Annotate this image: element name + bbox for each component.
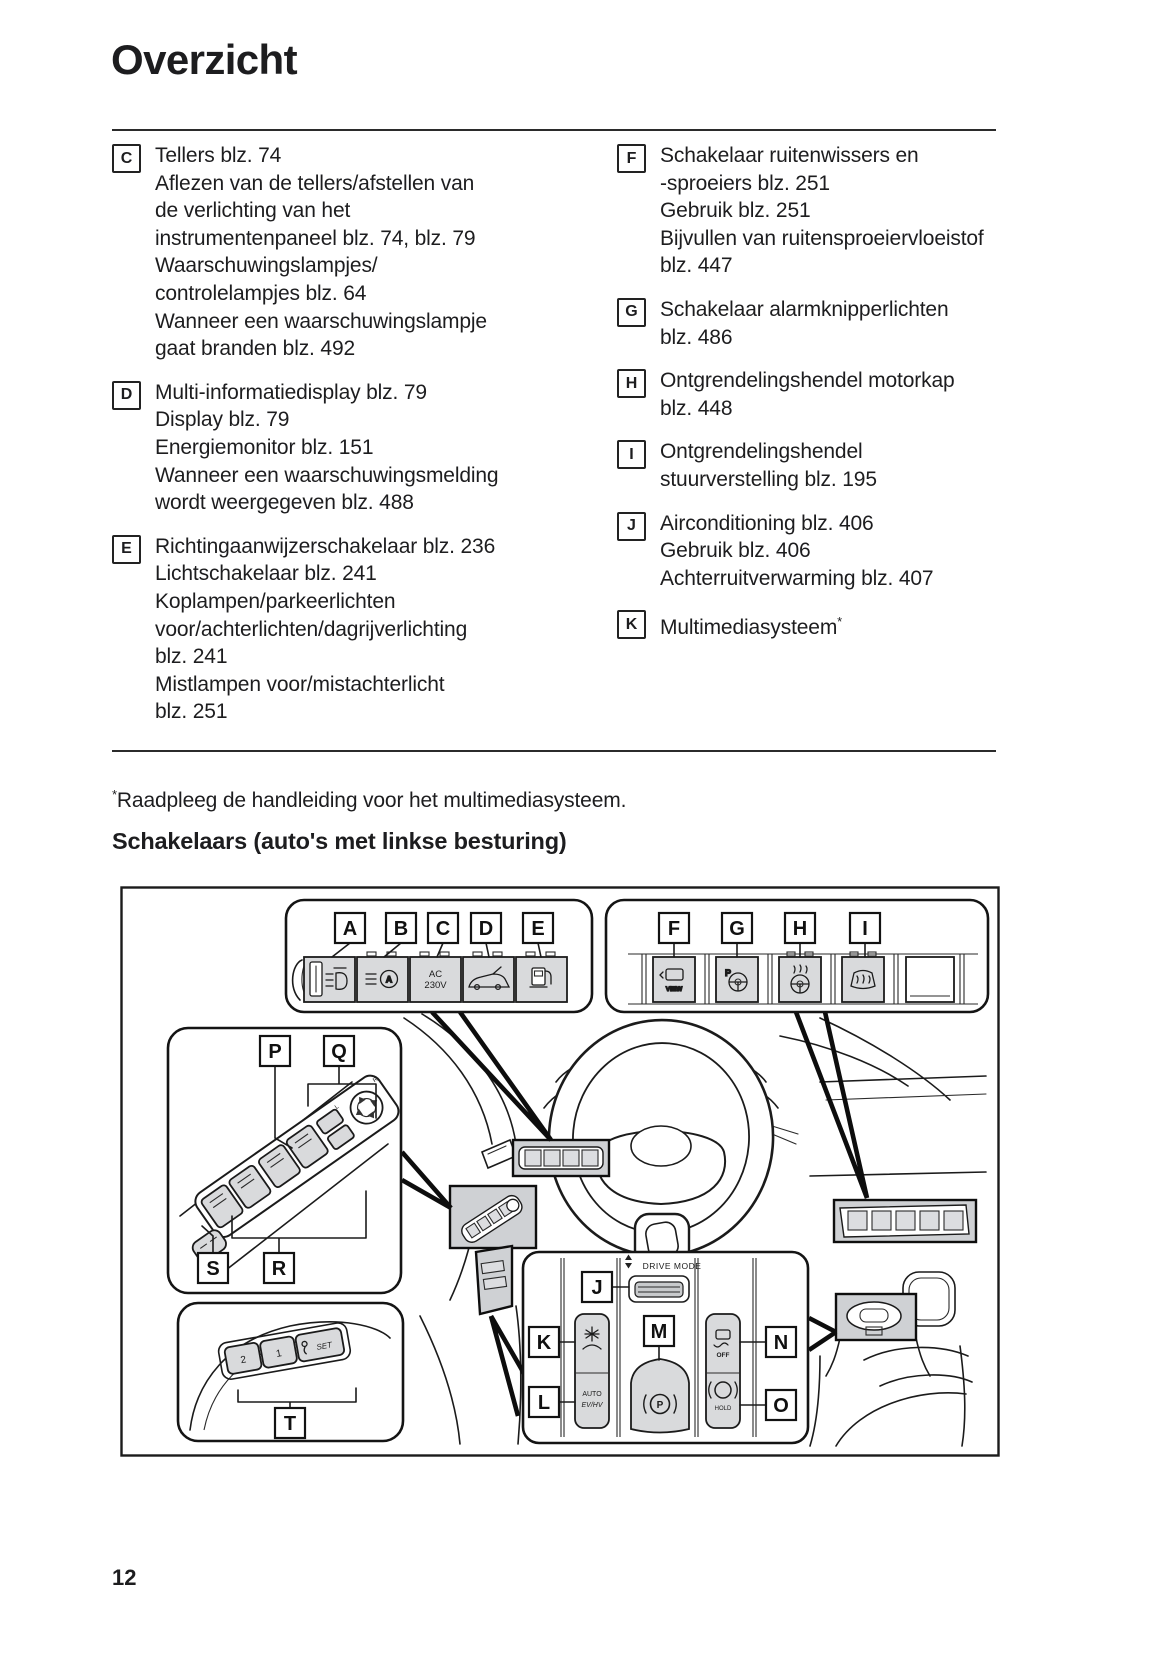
legend-line: Wanneer een waarschuwingslampje <box>155 309 487 333</box>
legend-line: Airconditioning blz. 406 <box>660 511 874 535</box>
divider-bottom <box>112 750 996 752</box>
section-heading: Schakelaars (auto's met linkse besturing) <box>112 828 567 854</box>
switch-blank <box>906 957 954 1002</box>
panel-dash-left-switches <box>286 900 592 1012</box>
svg-text:B: B <box>393 917 409 940</box>
svg-text:EV/HV: EV/HV <box>581 1402 603 1409</box>
page-title: Overzicht <box>111 36 297 83</box>
legend-line: Energiemonitor blz. 151 <box>155 435 374 459</box>
legend-line: Mistlampen voor/mistachterlicht <box>155 672 445 696</box>
svg-text:VIEW: VIEW <box>665 986 683 993</box>
svg-text:AC: AC <box>428 969 443 980</box>
steering-wheel <box>539 1011 783 1266</box>
svg-text:S: S <box>206 1257 220 1280</box>
highlight-column-left-switches <box>513 1140 609 1176</box>
legend-line: Bijvullen van ruitensproeiervloeistof <box>660 226 984 250</box>
callout-g <box>722 913 752 943</box>
callout-j <box>582 1272 612 1302</box>
callout-i <box>850 913 880 943</box>
svg-text:N: N <box>773 1331 789 1354</box>
legend-column-right <box>617 142 1012 658</box>
svg-text:OFF: OFF <box>716 1352 730 1359</box>
highlight-dash-right-switches <box>834 1200 976 1242</box>
legend-line: Richtingaanwijzerschakelaar blz. 236 <box>155 534 496 558</box>
legend-line: blz. 486 <box>660 325 733 349</box>
callout-b <box>386 913 416 943</box>
switch-location-diagram <box>120 886 1000 1458</box>
svg-text:O: O <box>773 1394 789 1417</box>
svg-text:P: P <box>268 1040 282 1063</box>
svg-text:R: R <box>372 1076 380 1085</box>
legend-line: blz. 448 <box>660 396 733 420</box>
highlight-seat-switch-area <box>476 1246 512 1314</box>
legend-line: controlelampjes blz. 64 <box>155 281 367 305</box>
item-letter-badge: I <box>617 440 646 469</box>
callout-e <box>523 913 553 943</box>
switch-auto-high-beam <box>357 957 408 1002</box>
svg-text:L: L <box>537 1391 551 1414</box>
panel-door-switches <box>168 1028 407 1293</box>
callout-m <box>644 1316 674 1346</box>
callout-n <box>766 1327 796 1357</box>
svg-text:A: A <box>342 917 358 940</box>
legend-item-g <box>617 296 1012 351</box>
svg-text:P: P <box>724 968 732 978</box>
svg-text:P: P <box>656 1399 664 1411</box>
svg-text:G: G <box>729 917 745 940</box>
switch-windshield-deice <box>842 957 884 1002</box>
drive-mode-label: DRIVE MODE <box>642 1261 702 1271</box>
panel-dash-right-switches <box>606 900 988 1012</box>
legend-line: Lichtschakelaar blz. 241 <box>155 562 377 586</box>
callout-l <box>529 1387 559 1417</box>
svg-text:M: M <box>650 1320 668 1343</box>
svg-text:H: H <box>792 917 808 940</box>
switch-heated-steering <box>779 957 821 1002</box>
legend-line: Ontgrendelingshendel motorkap <box>660 369 955 393</box>
legend-item-k <box>617 608 1012 642</box>
item-letter-badge: E <box>112 535 141 564</box>
legend-line: gaat branden blz. 492 <box>155 337 356 361</box>
legend-item-j <box>617 510 1012 593</box>
legend-line: stuurverstelling blz. 195 <box>660 467 877 491</box>
legend-item-c <box>112 142 572 363</box>
item-letter-badge: C <box>112 144 141 173</box>
svg-text:C: C <box>435 917 451 940</box>
highlight-shift-knob <box>836 1294 916 1340</box>
callout-t <box>275 1408 305 1438</box>
highlight-door-switch-cluster <box>450 1186 536 1248</box>
drive-mode-switch <box>629 1276 689 1302</box>
svg-text:230V: 230V <box>424 980 447 991</box>
svg-text:SET: SET <box>315 1340 333 1352</box>
legend-line: Waarschuwingslampjes/ <box>155 254 378 278</box>
legend-item-e <box>112 533 572 726</box>
switch-power-back-door <box>463 957 514 1002</box>
item-letter-badge: D <box>112 381 141 410</box>
callout-k <box>529 1327 559 1357</box>
svg-text:K: K <box>536 1331 552 1354</box>
legend-line: Aflezen van de tellers/afstellen van <box>155 171 475 195</box>
legend-line: Koplampen/parkeerlichten <box>155 589 396 613</box>
svg-text:I: I <box>862 917 868 940</box>
callout-q <box>324 1036 354 1066</box>
item-letter-badge: K <box>617 610 646 639</box>
legend-line: Gebruik blz. 406 <box>660 539 811 563</box>
svg-text:HOLD: HOLD <box>714 1406 732 1412</box>
legend-item-d <box>112 379 572 517</box>
legend-line: Schakelaar alarmknipperlichten <box>660 297 949 321</box>
legend-line: Ontgrendelingshendel <box>660 440 863 464</box>
panel-seat-memory <box>178 1303 403 1441</box>
svg-text:A: A <box>385 974 393 985</box>
svg-text:D: D <box>478 917 494 940</box>
item-letter-badge: G <box>617 298 646 327</box>
legend-line: Gebruik blz. 251 <box>660 199 811 223</box>
svg-text:J: J <box>591 1276 603 1299</box>
legend-line: -sproeiers blz. 251 <box>660 171 830 195</box>
legend-line: blz. 251 <box>155 700 228 724</box>
svg-text:1: 1 <box>275 1348 283 1360</box>
legend-item-i <box>617 438 1012 493</box>
legend-line: de verlichting van het <box>155 199 351 223</box>
item-letter-badge: F <box>617 144 646 173</box>
legend-column-left <box>112 142 572 742</box>
item-letter-badge: J <box>617 512 646 541</box>
panel-center-console <box>523 1252 808 1443</box>
legend-line: instrumentenpaneel blz. 74, blz. 79 <box>155 226 476 250</box>
footnote: *Raadpleeg de handleiding voor het multimediasysteem. <box>112 787 627 812</box>
callout-c <box>428 913 458 943</box>
legend-line: blz. 241 <box>155 645 228 669</box>
svg-text:T: T <box>283 1412 297 1435</box>
legend-line: Schakelaar ruitenwissers en <box>660 144 919 167</box>
svg-text:Q: Q <box>331 1040 347 1063</box>
callout-o <box>766 1390 796 1420</box>
footnote-marker: * <box>837 614 843 630</box>
legend-line: voor/achterlichten/dagrijverlichting <box>155 617 468 641</box>
switch-parking-brake <box>631 1359 689 1433</box>
legend-line: Tellers blz. 74 <box>155 144 282 167</box>
legend-line: Achterruitverwarming blz. 407 <box>660 566 934 590</box>
svg-text:R: R <box>271 1257 287 1280</box>
callout-a <box>335 913 365 943</box>
callout-d <box>471 913 501 943</box>
svg-text:AUTO: AUTO <box>582 1391 602 1398</box>
callout-p <box>260 1036 290 1066</box>
divider-top <box>112 129 996 131</box>
svg-text:E: E <box>531 917 545 940</box>
callout-f <box>659 913 689 943</box>
callout-h <box>785 913 815 943</box>
svg-text:F: F <box>667 917 681 940</box>
page-number: 12 <box>112 1565 137 1590</box>
legend-item-h <box>617 367 1012 422</box>
legend-line: Multi-informatiedisplay blz. 79 <box>155 380 427 404</box>
callout-r <box>264 1253 294 1283</box>
legend-line: blz. 447 <box>660 254 733 278</box>
callout-s <box>198 1253 228 1283</box>
legend-line: Multimediasysteem* <box>660 614 843 640</box>
legend-item-f <box>617 142 1012 280</box>
legend-line: Wanneer een waarschuwingsmelding <box>155 463 499 487</box>
legend-line: wordt weergegeven blz. 488 <box>155 491 414 515</box>
footnote-marker: * <box>112 787 117 802</box>
legend-line: Display blz. 79 <box>155 408 290 432</box>
svg-text:L: L <box>334 1104 341 1111</box>
item-letter-badge: H <box>617 369 646 398</box>
svg-text:2: 2 <box>239 1354 248 1367</box>
